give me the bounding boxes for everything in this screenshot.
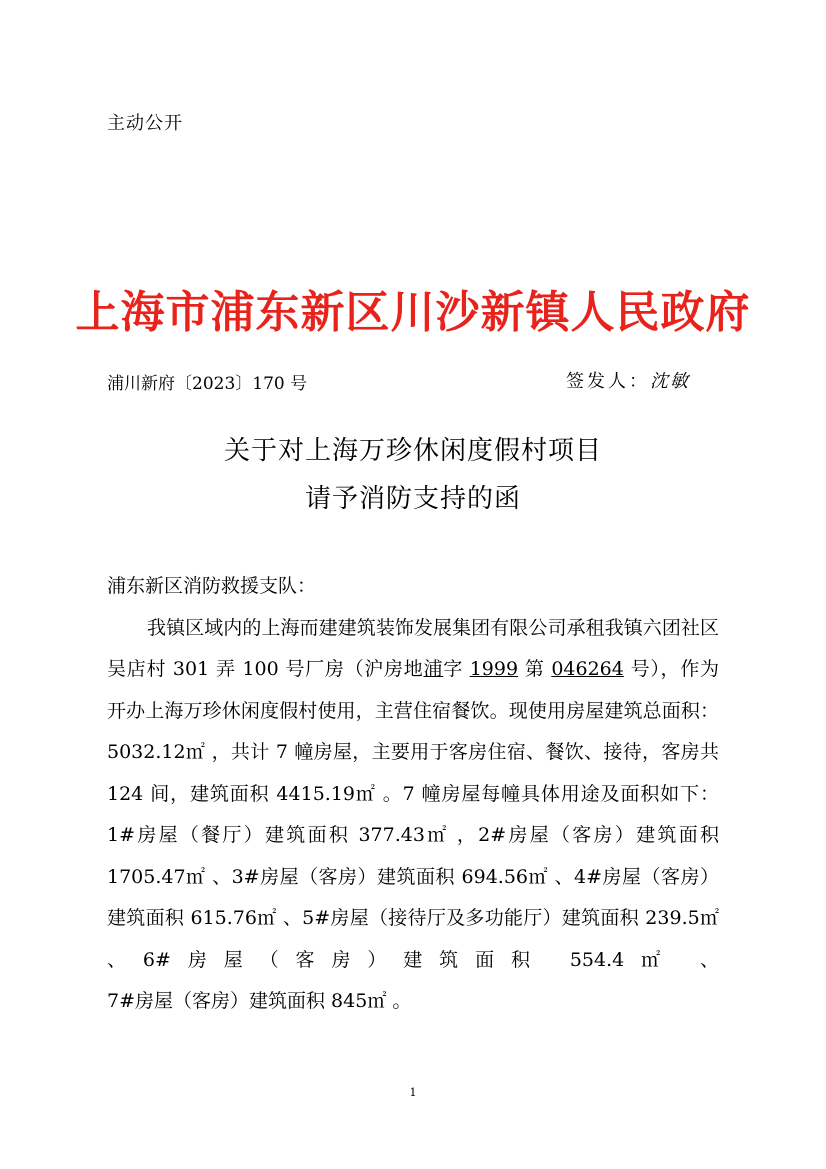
issuer-header: 上海市浦东新区川沙新镇人民政府 [75, 287, 751, 338]
document-number: 浦川新府〔2023〕170 号 [107, 374, 308, 394]
body-last-line: 7#房屋（客房）建筑面积 845㎡ 。 [107, 990, 412, 1012]
body-paragraph [107, 608, 719, 982]
signer-label: 签发人： [566, 371, 650, 392]
document-title-line-1: 关于对上海万珍休闲度假村项目 [223, 436, 602, 466]
underlined-year: 1999 [469, 658, 519, 680]
underlined-number: 046264 [551, 658, 624, 680]
page-number: 1 [409, 1086, 417, 1099]
disclosure-label: 主动公开 [107, 113, 183, 134]
signer [566, 367, 690, 393]
letter-body [107, 566, 719, 1023]
underlined-text-1: 浦 [423, 658, 444, 680]
document-title-line-2: 请予消防支持的函 [304, 484, 521, 514]
signer-name: 沈敏 [650, 371, 690, 392]
body-text-3: 第 [518, 658, 552, 680]
body-text-4: 号），作为开办上海万珍休闲度假村使用，主营住宿餐饮。现使用房屋建筑总面积：5032.12㎡ ，共计 7 幢房屋，主要用于客房住宿、餐饮、接待，客房共 124 间，建筑面积 4415.19㎡ 。7 幢房屋每幢具体用途及面积如下：1#房屋（餐厅）建筑面积 377.43㎡ ，2#房屋（客房）建筑面积 1705.47㎡ 、3#房屋（客房）建筑面积 694.56㎡ 、4#房屋（客房）建筑面积 615.76㎡ 、5#房屋（接待厅及多功能厅）建筑面积 239.5㎡ 、6#房屋（客房）建筑面积 554.4㎡ 、 [107, 658, 719, 971]
body-text-1: 我镇区域内的上海而建建筑装饰发展集团有限公司承租我镇六团社区吴店村 301 弄 100 号厂房（沪房地 [107, 616, 719, 680]
body-text-2: 字 [443, 658, 470, 680]
salutation: 浦东新区消防救援支队： [107, 575, 317, 597]
